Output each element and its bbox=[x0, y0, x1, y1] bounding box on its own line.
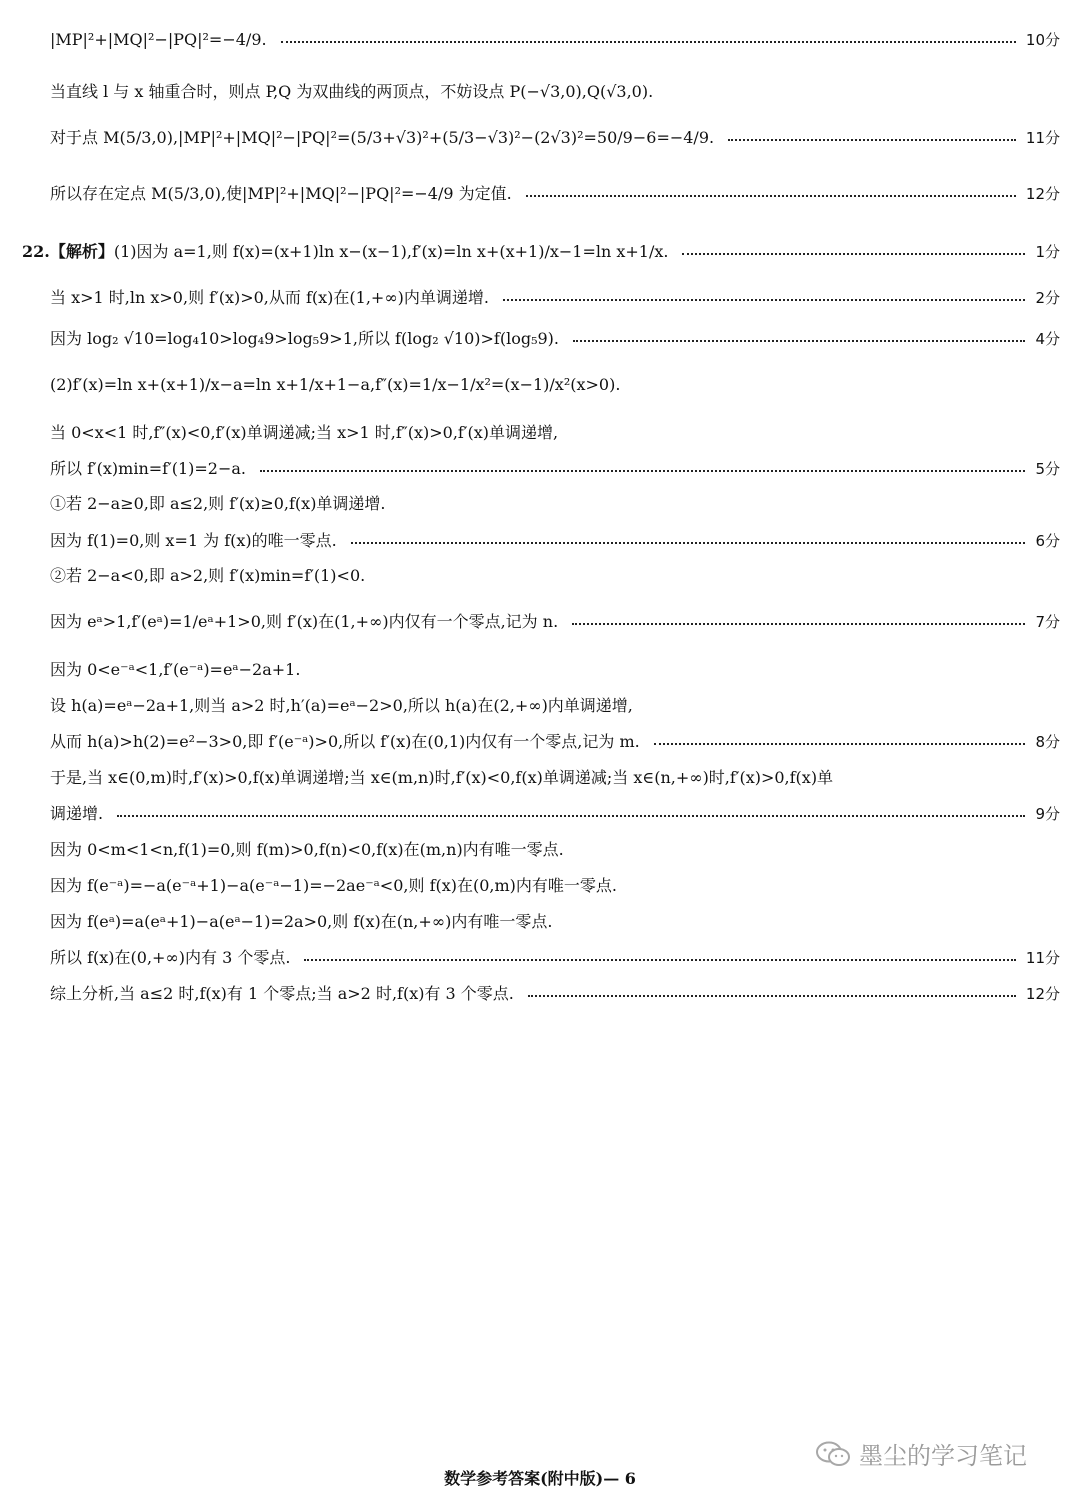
line-text bbox=[50, 184, 512, 204]
line-body: 当 x>1 时,ln x>0,则 f′(x)>0,从而 f(x)在(1,+∞)内单调递增. bbox=[50, 288, 489, 307]
line-body: 从而 h(a)>h(2)=e²−3>0,即 f′(e⁻ᵃ)>0,所以 f′(x)在(0,1)内仅有一个零点,记为 m. bbox=[50, 732, 640, 751]
line-text bbox=[50, 128, 714, 148]
line-body: 因为 0<e⁻ᵃ<1,f′(e⁻ᵃ)=eᵃ−2a+1. bbox=[50, 660, 301, 679]
line-text bbox=[50, 876, 617, 896]
solution-line bbox=[50, 459, 1060, 479]
score-mark: 4分 bbox=[1035, 330, 1060, 348]
solution-line bbox=[50, 531, 1060, 551]
line-body: 调递增. bbox=[50, 804, 104, 823]
line-body: ①若 2−a≥0,即 a≤2,则 f′(x)≥0,f(x)单调递增. bbox=[50, 494, 386, 513]
line-body: 对于点 M(5/3,0),|MP|²+|MQ|²−|PQ|²=(5/3+√3)²+(5/3−√3)²−(2√3)²=50/9−6=−4/9. bbox=[50, 128, 715, 147]
question-number: 22. bbox=[22, 242, 50, 261]
score-mark: 10分 bbox=[1025, 31, 1060, 49]
solution-line bbox=[50, 375, 1060, 395]
line-text bbox=[50, 768, 833, 788]
line-text bbox=[50, 375, 620, 395]
line-text bbox=[50, 732, 640, 752]
line-text bbox=[50, 494, 386, 514]
solution-line bbox=[50, 984, 1060, 1004]
line-text bbox=[50, 82, 653, 102]
line-text bbox=[50, 660, 300, 680]
solution-line bbox=[50, 660, 1060, 680]
solution-line bbox=[50, 82, 1060, 102]
score-mark: 5分 bbox=[1035, 460, 1060, 478]
solution-line bbox=[50, 184, 1060, 204]
score-mark: 6分 bbox=[1035, 532, 1060, 550]
line-body: |MP|²+|MQ|²−|PQ|²=−4/9. bbox=[50, 30, 267, 49]
line-body: 当 0<x<1 时,f″(x)<0,f′(x)单调递减;当 x>1 时,f″(x)>0,f′(x)单调递增, bbox=[50, 423, 559, 442]
solution-line bbox=[50, 840, 1060, 860]
line-body: 因为 f(eᵃ)=a(eᵃ+1)−a(eᵃ−1)=2a>0,则 f(x)在(n,+∞)内有唯一零点. bbox=[50, 912, 553, 931]
line-body: ②若 2−a<0,即 a>2,则 f′(x)min=f′(1)<0. bbox=[50, 566, 366, 585]
solution-line bbox=[50, 30, 1060, 50]
leader-dots bbox=[728, 139, 1016, 141]
line-text bbox=[50, 804, 103, 824]
line-text bbox=[50, 30, 267, 50]
score-mark: 9分 bbox=[1035, 805, 1060, 823]
leader-dots bbox=[304, 959, 1015, 961]
watermark bbox=[815, 1436, 1027, 1471]
solution-line bbox=[50, 288, 1060, 308]
solution-line bbox=[50, 329, 1060, 349]
line-body: 所以 f(x)在(0,+∞)内有 3 个零点. bbox=[50, 948, 291, 967]
solution-line bbox=[50, 423, 1060, 443]
solution-line bbox=[50, 912, 1060, 932]
solution-line bbox=[50, 696, 1060, 716]
line-text bbox=[50, 840, 564, 860]
score-mark: 7分 bbox=[1035, 613, 1060, 631]
line-text bbox=[50, 566, 365, 586]
line-text bbox=[50, 948, 290, 968]
line-body: 因为 0<m<1<n,f(1)=0,则 f(m)>0,f(n)<0,f(x)在(m,n)内有唯一零点. bbox=[50, 840, 564, 859]
solution-line bbox=[50, 948, 1060, 968]
leader-dots bbox=[260, 470, 1025, 472]
line-text bbox=[50, 329, 559, 349]
line-text bbox=[22, 242, 668, 262]
wechat-icon bbox=[815, 1440, 851, 1468]
solution-line bbox=[50, 768, 1060, 788]
line-body: 综上分析,当 a≤2 时,f(x)有 1 个零点;当 a>2 时,f(x)有 3 个零点. bbox=[50, 984, 514, 1003]
leader-dots bbox=[572, 623, 1025, 625]
line-text bbox=[50, 423, 558, 443]
solution-line bbox=[22, 242, 1060, 262]
line-text bbox=[50, 612, 558, 632]
leader-dots bbox=[526, 195, 1016, 197]
solution-line bbox=[50, 876, 1060, 896]
score-mark: 12分 bbox=[1025, 985, 1060, 1003]
line-text bbox=[50, 288, 489, 308]
score-mark: 2分 bbox=[1035, 289, 1060, 307]
line-text bbox=[50, 696, 633, 716]
leader-dots bbox=[503, 299, 1025, 301]
leader-dots bbox=[682, 253, 1025, 255]
line-text bbox=[50, 531, 337, 551]
solution-line bbox=[50, 612, 1060, 632]
score-mark: 1分 bbox=[1035, 243, 1060, 261]
line-body: (1)因为 a=1,则 f(x)=(x+1)ln x−(x−1),f′(x)=ln x+(x+1)/x−1=ln x+1/x. bbox=[113, 242, 669, 261]
leader-dots bbox=[528, 995, 1016, 997]
line-body: 当直线 l 与 x 轴重合时，则点 P,Q 为双曲线的两顶点，不妨设点 P(−√3,0),Q(√3,0). bbox=[50, 82, 654, 101]
solution-line bbox=[50, 732, 1060, 752]
line-body: 因为 f(e⁻ᵃ)=−a(e⁻ᵃ+1)−a(e⁻ᵃ−1)=−2ae⁻ᵃ<0,则 f(x)在(0,m)内有唯一零点. bbox=[50, 876, 618, 895]
score-mark: 11分 bbox=[1025, 129, 1060, 147]
leader-dots bbox=[281, 41, 1016, 43]
watermark-text: 墨尘的学习笔记 bbox=[859, 1442, 1027, 1470]
leader-dots bbox=[573, 340, 1025, 342]
analysis-tag: 【解析】 bbox=[49, 242, 114, 261]
leader-dots bbox=[117, 815, 1025, 817]
line-body: 因为 log₂ √10=log₄10>log₄9>log₅9>1,所以 f(log₂ √10)>f(log₅9). bbox=[50, 329, 559, 348]
solution-line bbox=[50, 494, 1060, 514]
solution-line bbox=[50, 804, 1060, 824]
line-body: 于是,当 x∈(0,m)时,f′(x)>0,f(x)单调递增;当 x∈(m,n)时,f′(x)<0,f(x)单调递减;当 x∈(n,+∞)时,f′(x)>0,f(x)单 bbox=[50, 768, 834, 787]
line-body: 因为 eᵃ>1,f′(eᵃ)=1/eᵃ+1>0,则 f′(x)在(1,+∞)内仅有一个零点,记为 n. bbox=[50, 612, 559, 631]
line-body: 所以存在定点 M(5/3,0),使|MP|²+|MQ|²−|PQ|²=−4/9 为定值. bbox=[50, 184, 512, 203]
line-text bbox=[50, 984, 514, 1004]
page-footer: 数学参考答案(附中版)— 6 bbox=[444, 1469, 636, 1488]
score-mark: 11分 bbox=[1025, 949, 1060, 967]
leader-dots bbox=[351, 542, 1026, 544]
line-text bbox=[50, 912, 552, 932]
line-body: (2)f′(x)=ln x+(x+1)/x−a=ln x+1/x+1−a,f″(x)=1/x−1/x²=(x−1)/x²(x>0). bbox=[50, 375, 621, 394]
line-body: 所以 f′(x)min=f′(1)=2−a. bbox=[50, 459, 246, 478]
line-body: 设 h(a)=eᵃ−2a+1,则当 a>2 时,h′(a)=eᵃ−2>0,所以 h(a)在(2,+∞)内单调递增, bbox=[50, 696, 633, 715]
score-mark: 8分 bbox=[1035, 733, 1060, 751]
line-text bbox=[50, 459, 246, 479]
leader-dots bbox=[654, 743, 1026, 745]
score-mark: 12分 bbox=[1025, 185, 1060, 203]
solution-line bbox=[50, 566, 1060, 586]
solution-line bbox=[50, 128, 1060, 148]
line-body: 因为 f(1)=0,则 x=1 为 f(x)的唯一零点. bbox=[50, 531, 337, 550]
